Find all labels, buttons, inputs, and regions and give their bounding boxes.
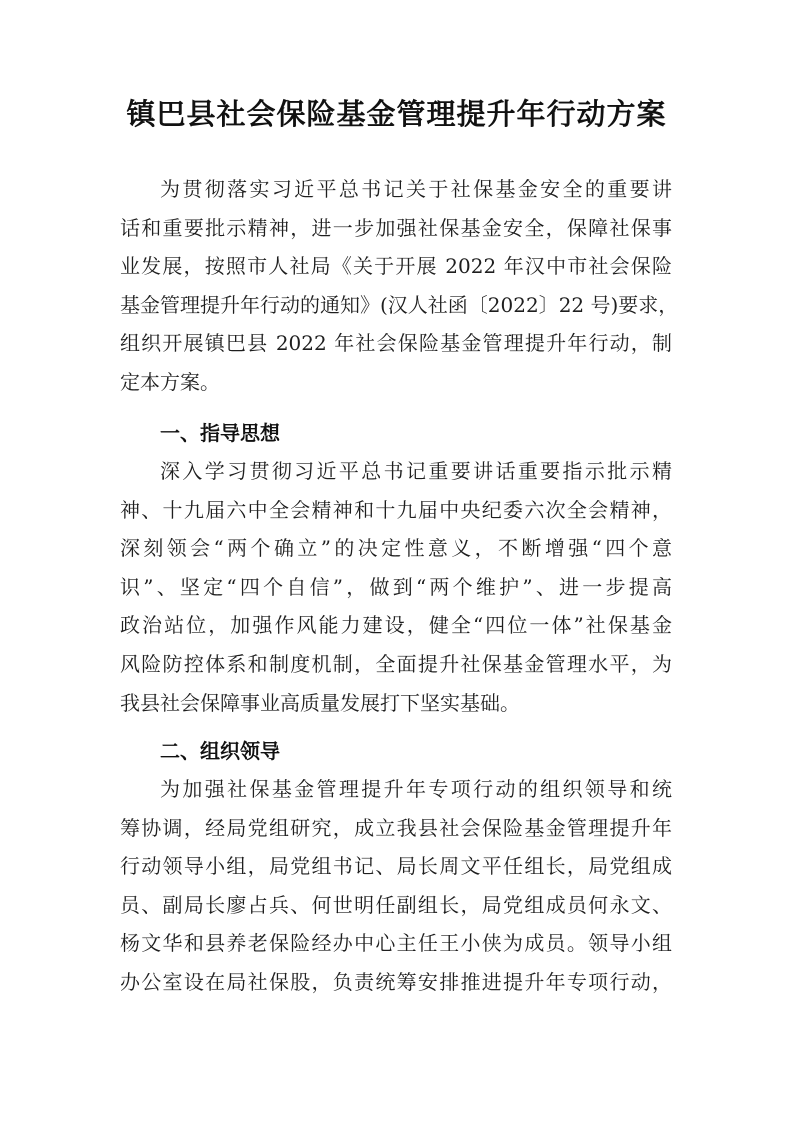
paragraph-line: 筹协调，经局党组研究，成立我县社会保险基金管理提升年 — [120, 815, 672, 840]
paragraph-line: 基金管理提升年行动的通知》(汉人社函〔2022〕22 号)要求， — [120, 292, 679, 317]
paragraph-line: 组织开展镇巴县 2022 年社会保险基金管理提升年行动，制 — [120, 331, 672, 356]
intro-paragraph — [120, 170, 679, 402]
paragraph-line: 话和重要批示精神，进一步加强社保基金安全，保障社保事 — [120, 215, 672, 240]
paragraph-line: 政治站位，加强作风能力建设，健全“四位一体”社保基金 — [120, 613, 672, 638]
section-heading-guiding-ideology: 一、指导思想 — [160, 421, 280, 445]
section-heading-organization: 二、组织领导 — [160, 739, 280, 763]
section2-paragraph — [120, 770, 672, 1002]
section1-paragraph — [120, 452, 672, 722]
paragraph-line: 识”、坚定“四个自信”，做到“两个维护”、进一步提高 — [120, 574, 672, 599]
paragraph-line: 办公室设在局社保股，负责统筹安排推进提升年专项行动， — [120, 969, 672, 994]
paragraph-line: 风险防控体系和制度机制，全面提升社保基金管理水平，为 — [120, 651, 672, 676]
paragraph-line: 行动领导小组，局党组书记、局长周文平任组长，局党组成 — [120, 854, 672, 879]
paragraph-line: 定本方案。 — [120, 369, 220, 394]
document-title: 镇巴县社会保险基金管理提升年行动方案 — [126, 97, 667, 131]
paragraph-line: 员、副局长廖占兵、何世明任副组长，局党组成员何永文、 — [120, 892, 672, 917]
paragraph-line: 神、十九届六中全会精神和十九届中央纪委六次全会精神， — [120, 497, 672, 522]
paragraph-line: 我县社会保障事业高质量发展打下坚实基础。 — [120, 690, 520, 715]
paragraph-line: 深入学习贯彻习近平总书记重要讲话重要指示批示精 — [160, 459, 672, 483]
paragraph-line: 业发展，按照市人社局《关于开展 2022 年汉中市社会保险 — [120, 254, 672, 279]
paragraph-line: 杨文华和县养老保险经办中心主任王小侠为成员。领导小组 — [120, 931, 672, 956]
paragraph-line: 为加强社保基金管理提升年专项行动的组织领导和统 — [160, 777, 672, 801]
paragraph-line: 为贯彻落实习近平总书记关于社保基金安全的重要讲 — [160, 177, 672, 201]
paragraph-line: 深刻领会“两个确立”的决定性意义，不断增强“四个意 — [120, 536, 672, 561]
